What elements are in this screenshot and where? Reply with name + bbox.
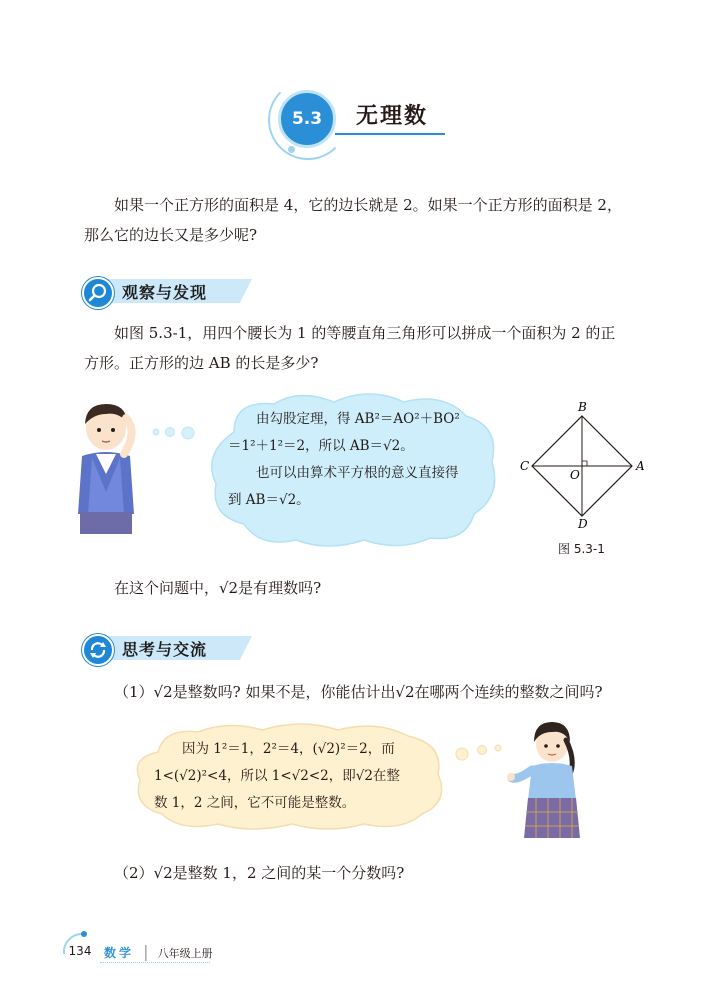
point-label-c: C [520, 459, 530, 473]
observe-bubble-line-1: 由勾股定理，得 AB²＝AO²＋BO² [256, 411, 460, 427]
footer-page-number: 134 [68, 944, 92, 958]
cycle-icon [82, 634, 114, 666]
point-label-d: D [578, 517, 588, 530]
think-bubble-line-3: 数 1，2 之间，它不可能是整数。 [154, 795, 356, 811]
observe-bubble-line-4: 到 AB＝√2。 [228, 492, 310, 508]
section-number-badge: 5.3 [278, 90, 336, 148]
footer-subject: 数学 [104, 946, 135, 960]
girl-explaining-illustration [506, 720, 592, 850]
intro-paragraph [84, 190, 644, 250]
think-question-1 [114, 677, 603, 707]
footer-book-info [104, 944, 213, 962]
observe-para-line-2: 方形。正方形的边 AB 的长是多少? [84, 354, 319, 372]
think-question-2-text: （2）√2是整数 1，2 之间的某一个分数吗? [114, 864, 405, 882]
footer-volume: 八年级上册 [157, 947, 213, 960]
section-title-underline [335, 133, 445, 135]
section-title: 无理数 [356, 104, 429, 129]
think-question-2 [114, 858, 404, 888]
observe-para-line-1: 如图 5.3-1，用四个腰长为 1 的等腰直角三角形可以拼成一个面积为 2 的正 [114, 324, 616, 342]
think-bubble-text [154, 736, 434, 817]
right-angle-mark [582, 461, 587, 466]
square-figure [516, 398, 656, 530]
think-banner-label: 思考与交流 [122, 640, 208, 659]
point-label-a: A [636, 459, 645, 473]
magnifier-icon [82, 277, 114, 309]
observe-paragraph [84, 318, 644, 378]
observe-question-text: 在这个问题中，√2是有理数吗? [114, 579, 322, 597]
intro-line-1: 如果一个正方形的面积是 4，它的边长就是 2。如果一个正方形的面积是 2， [114, 196, 622, 214]
boy-thinking-illustration [66, 396, 146, 536]
think-bubble-line-1: 因为 1²＝1，2²＝4，(√2)²＝2，而 [182, 741, 395, 757]
observe-bubble-line-3: 也可以由算术平方根的意义直接得 [256, 465, 459, 481]
observe-banner-label: 观察与发现 [122, 283, 208, 302]
section-badge-dot [288, 146, 295, 153]
figure-caption: 图 5.3-1 [558, 542, 605, 556]
think-question-1-text: （1）√2是整数吗? 如果不是，你能估计出√2在哪两个连续的整数之间吗? [114, 683, 603, 701]
point-label-o: O [570, 468, 580, 482]
think-bubble-line-2: 1<(√2)²<4，所以 1<√2<2，即√2在整 [154, 768, 400, 784]
point-label-b: B [578, 400, 587, 414]
thought-dots-yellow [452, 738, 512, 768]
observe-banner [82, 277, 262, 305]
footer-divider: | [143, 942, 149, 961]
think-banner [82, 634, 262, 662]
observe-question [114, 573, 321, 603]
observe-bubble-text [228, 406, 488, 514]
observe-bubble-line-2: ＝1²＋1²＝2，所以 AB＝√2。 [228, 438, 414, 454]
footer-dotted-line [100, 962, 210, 963]
intro-line-2: 那么它的边长又是多少呢? [84, 226, 258, 244]
